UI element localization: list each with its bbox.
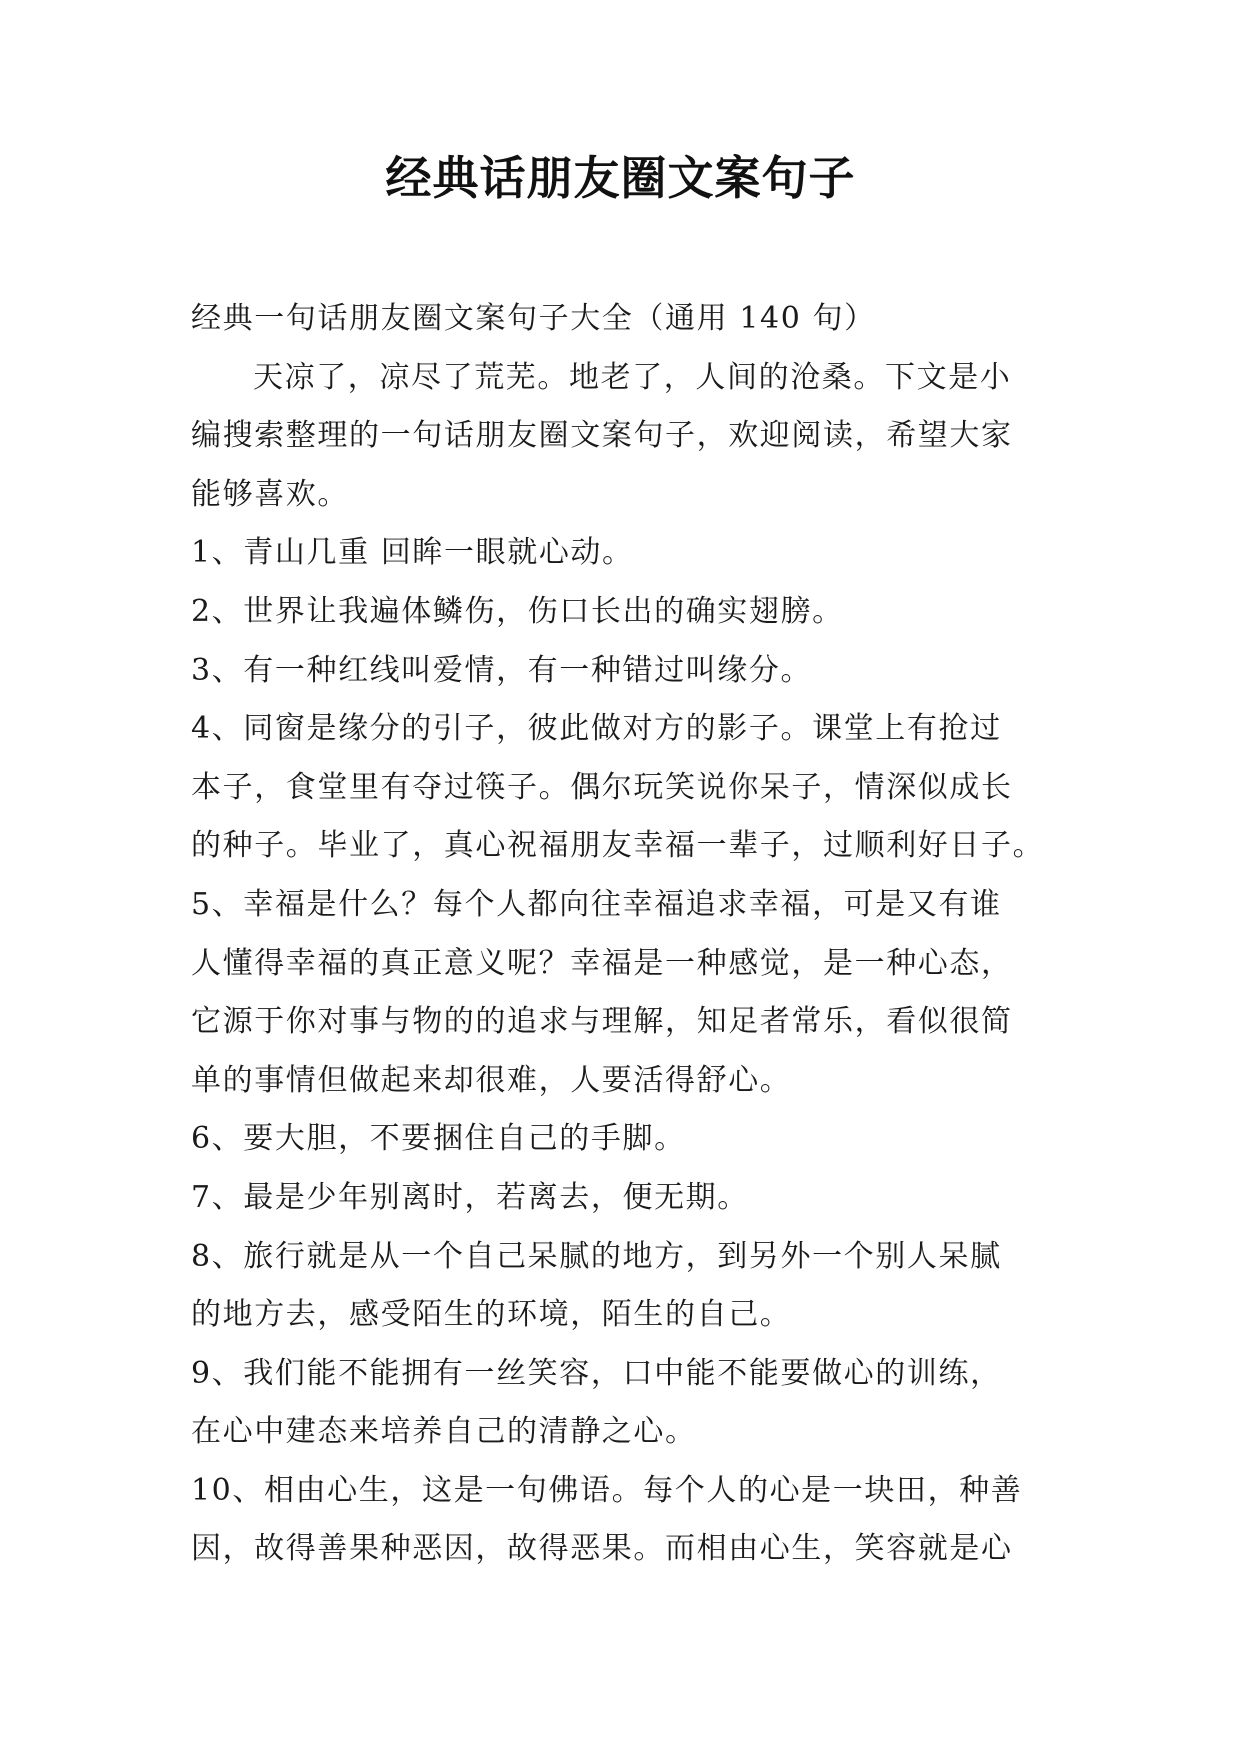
subtitle-line: 经典一句话朋友圈文案句子大全（通用 140 句） [191, 301, 876, 336]
list-item-line: 本子，食堂里有夺过筷子。偶尔玩笑说你呆子，情深似成长 [191, 769, 1013, 805]
intro-line: 天凉了，凉尽了荒芜。地老了，人间的沧桑。下文是小 [253, 359, 1012, 395]
list-item-line: 8、旅行就是从一个自己呆腻的地方，到另外一个别人呆腻 [191, 1238, 1002, 1274]
list-item-line: 5、幸福是什么？每个人都向往幸福追求幸福，可是又有谁 [191, 886, 1002, 922]
list-item-line: 的种子。毕业了，真心祝福朋友幸福一辈子，过顺利好日子。 [191, 828, 1045, 864]
list-item-line: 10、相由心生，这是一句佛语。每个人的心是一块田，种善 [191, 1472, 1023, 1508]
document-title: 经典话朋友圈文案句子 [385, 151, 856, 205]
list-item-line: 9、我们能不能拥有一丝笑容，口中能不能要做心的训练， [191, 1355, 1002, 1391]
list-item-line: 3、有一种红线叫爱情，有一种错过叫缘分。 [191, 652, 813, 688]
list-item-line: 7、最是少年别离时，若离去，便无期。 [191, 1179, 749, 1215]
intro-line: 能够喜欢。 [191, 476, 349, 512]
list-item-line: 的地方去，感受陌生的环境，陌生的自己。 [191, 1297, 792, 1333]
list-item-line: 4、同窗是缘分的引子，彼此做对方的影子。课堂上有抢过 [191, 711, 1002, 747]
list-item-line: 它源于你对事与物的的追求与理解，知足者常乐，看似很简 [191, 1004, 1013, 1040]
list-item-line: 单的事情但做起来却很难，人要活得舒心。 [191, 1062, 792, 1098]
list-item-line: 2、世界让我遍体鳞伤，伤口长出的确实翅膀。 [191, 593, 844, 629]
list-item-line: 人懂得幸福的真正意义呢？幸福是一种感觉，是一种心态， [191, 945, 1013, 981]
list-item-line: 6、要大胆，不要捆住自己的手脚。 [191, 1121, 686, 1157]
intro-line: 编搜索整理的一句话朋友圈文案句子，欢迎阅读，希望大家 [191, 418, 1013, 454]
list-item-line: 因，故得善果种恶因，故得恶果。而相由心生，笑容就是心 [191, 1531, 1013, 1567]
list-item-line: 在心中建态来培养自己的清静之心。 [191, 1414, 697, 1450]
list-item-line: 1、青山几重 回眸一眼就心动。 [191, 535, 634, 571]
document-body [191, 290, 1071, 1579]
